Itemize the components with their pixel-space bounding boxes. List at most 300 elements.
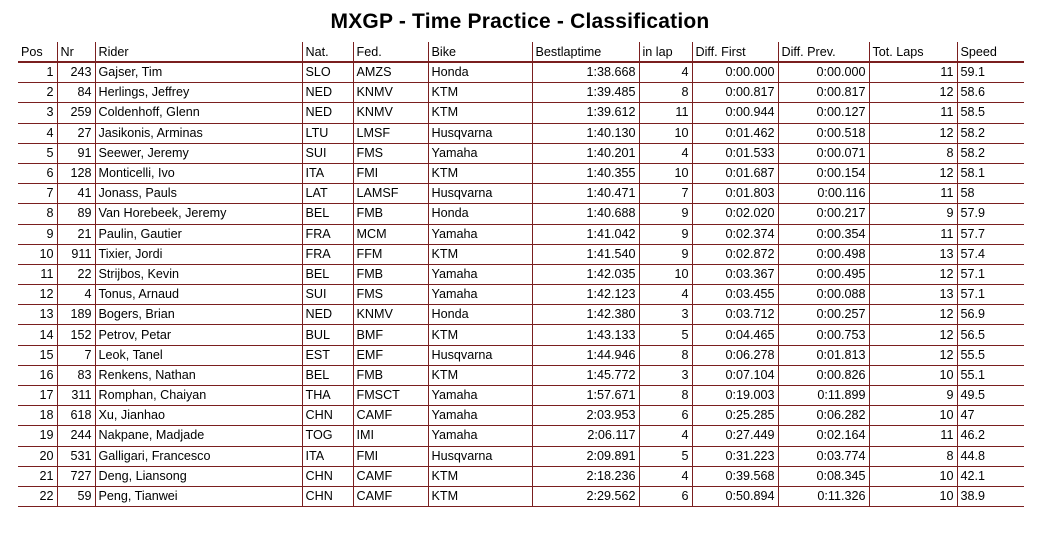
cell-nr: 59	[57, 486, 95, 506]
cell-diff-prev: 0:00.217	[778, 204, 869, 224]
table-row	[18, 244, 1024, 264]
header-nr: Nr	[57, 42, 95, 62]
cell-diff-first: 0:03.712	[692, 305, 778, 325]
cell-tot-laps: 12	[869, 163, 957, 183]
cell-fed: FMI	[353, 163, 428, 183]
cell-speed: 56.9	[957, 305, 1024, 325]
cell-bestlaptime: 1:40.130	[532, 123, 639, 143]
cell-nat: BEL	[302, 204, 353, 224]
cell-tot-laps: 9	[869, 204, 957, 224]
table-body	[18, 62, 1024, 507]
cell-nat: NED	[302, 83, 353, 103]
cell-bike: Honda	[428, 204, 532, 224]
cell-diff-prev: 0:06.282	[778, 406, 869, 426]
cell-nr: 128	[57, 163, 95, 183]
cell-bike: KTM	[428, 103, 532, 123]
cell-bike: Yamaha	[428, 426, 532, 446]
cell-bike: Yamaha	[428, 143, 532, 163]
cell-nat: SUI	[302, 143, 353, 163]
cell-diff-first: 0:03.455	[692, 285, 778, 305]
cell-bestlaptime: 1:45.772	[532, 365, 639, 385]
cell-fed: BMF	[353, 325, 428, 345]
table-row	[18, 204, 1024, 224]
cell-nat: ITA	[302, 446, 353, 466]
cell-rider: Renkens, Nathan	[95, 365, 302, 385]
cell-nat: BEL	[302, 264, 353, 284]
cell-pos: 17	[18, 386, 57, 406]
cell-diff-first: 0:02.020	[692, 204, 778, 224]
cell-diff-first: 0:19.003	[692, 386, 778, 406]
cell-nr: 89	[57, 204, 95, 224]
cell-diff-first: 0:00.944	[692, 103, 778, 123]
table-row	[18, 325, 1024, 345]
cell-tot-laps: 12	[869, 325, 957, 345]
cell-pos: 14	[18, 325, 57, 345]
cell-rider: Deng, Liansong	[95, 466, 302, 486]
cell-bike: KTM	[428, 325, 532, 345]
cell-bike: Honda	[428, 62, 532, 83]
table-row	[18, 264, 1024, 284]
cell-diff-first: 0:01.803	[692, 184, 778, 204]
cell-bike: Husqvarna	[428, 123, 532, 143]
cell-rider: Petrov, Petar	[95, 325, 302, 345]
cell-diff-prev: 0:00.817	[778, 83, 869, 103]
cell-rider: Coldenhoff, Glenn	[95, 103, 302, 123]
cell-nat: NED	[302, 103, 353, 123]
cell-bike: KTM	[428, 244, 532, 264]
cell-bestlaptime: 1:43.133	[532, 325, 639, 345]
cell-pos: 9	[18, 224, 57, 244]
cell-diff-prev: 0:00.257	[778, 305, 869, 325]
cell-in-lap: 8	[639, 386, 692, 406]
cell-bestlaptime: 1:44.946	[532, 345, 639, 365]
cell-diff-prev: 0:00.116	[778, 184, 869, 204]
table-row	[18, 62, 1024, 83]
cell-nr: 911	[57, 244, 95, 264]
cell-nr: 618	[57, 406, 95, 426]
cell-diff-prev: 0:00.354	[778, 224, 869, 244]
table-row	[18, 365, 1024, 385]
cell-rider: Monticelli, Ivo	[95, 163, 302, 183]
cell-nr: 152	[57, 325, 95, 345]
table-row	[18, 446, 1024, 466]
cell-nat: THA	[302, 386, 353, 406]
cell-in-lap: 11	[639, 103, 692, 123]
cell-diff-first: 0:01.462	[692, 123, 778, 143]
cell-fed: FMSCT	[353, 386, 428, 406]
cell-rider: Van Horebeek, Jeremy	[95, 204, 302, 224]
cell-in-lap: 6	[639, 406, 692, 426]
cell-speed: 46.2	[957, 426, 1024, 446]
cell-diff-prev: 0:00.495	[778, 264, 869, 284]
cell-speed: 57.4	[957, 244, 1024, 264]
cell-speed: 58.2	[957, 143, 1024, 163]
cell-pos: 1	[18, 62, 57, 83]
table-row	[18, 386, 1024, 406]
cell-speed: 56.5	[957, 325, 1024, 345]
cell-in-lap: 4	[639, 426, 692, 446]
cell-tot-laps: 12	[869, 305, 957, 325]
cell-diff-first: 0:06.278	[692, 345, 778, 365]
cell-nat: NED	[302, 305, 353, 325]
cell-in-lap: 4	[639, 285, 692, 305]
cell-speed: 49.5	[957, 386, 1024, 406]
cell-diff-prev: 0:00.154	[778, 163, 869, 183]
cell-bestlaptime: 1:39.485	[532, 83, 639, 103]
cell-pos: 8	[18, 204, 57, 224]
cell-bestlaptime: 1:42.123	[532, 285, 639, 305]
cell-bestlaptime: 2:29.562	[532, 486, 639, 506]
cell-tot-laps: 11	[869, 62, 957, 83]
cell-nr: 91	[57, 143, 95, 163]
cell-tot-laps: 12	[869, 264, 957, 284]
cell-tot-laps: 10	[869, 365, 957, 385]
cell-in-lap: 6	[639, 486, 692, 506]
cell-speed: 57.1	[957, 285, 1024, 305]
cell-speed: 55.5	[957, 345, 1024, 365]
cell-speed: 47	[957, 406, 1024, 426]
table-row	[18, 305, 1024, 325]
cell-speed: 42.1	[957, 466, 1024, 486]
cell-in-lap: 10	[639, 264, 692, 284]
cell-bike: KTM	[428, 163, 532, 183]
cell-bike: Husqvarna	[428, 345, 532, 365]
cell-bestlaptime: 1:42.380	[532, 305, 639, 325]
table-row	[18, 486, 1024, 506]
cell-fed: AMZS	[353, 62, 428, 83]
cell-bike: Husqvarna	[428, 446, 532, 466]
cell-pos: 2	[18, 83, 57, 103]
cell-in-lap: 4	[639, 466, 692, 486]
cell-diff-prev: 0:11.899	[778, 386, 869, 406]
cell-speed: 58.5	[957, 103, 1024, 123]
cell-diff-first: 0:04.465	[692, 325, 778, 345]
cell-rider: Peng, Tianwei	[95, 486, 302, 506]
cell-fed: EMF	[353, 345, 428, 365]
cell-speed: 57.7	[957, 224, 1024, 244]
cell-nat: CHN	[302, 486, 353, 506]
cell-pos: 4	[18, 123, 57, 143]
cell-diff-prev: 0:01.813	[778, 345, 869, 365]
cell-in-lap: 4	[639, 62, 692, 83]
cell-nr: 21	[57, 224, 95, 244]
cell-nr: 531	[57, 446, 95, 466]
cell-rider: Romphan, Chaiyan	[95, 386, 302, 406]
cell-pos: 15	[18, 345, 57, 365]
cell-bike: KTM	[428, 466, 532, 486]
cell-diff-prev: 0:11.326	[778, 486, 869, 506]
cell-in-lap: 9	[639, 244, 692, 264]
cell-in-lap: 3	[639, 365, 692, 385]
cell-tot-laps: 11	[869, 103, 957, 123]
page-title: MXGP - Time Practice - Classification	[330, 10, 710, 33]
cell-pos: 13	[18, 305, 57, 325]
cell-tot-laps: 12	[869, 123, 957, 143]
cell-nr: 22	[57, 264, 95, 284]
cell-bestlaptime: 1:40.201	[532, 143, 639, 163]
cell-nr: 27	[57, 123, 95, 143]
header-tot-laps: Tot. Laps	[869, 42, 957, 62]
cell-nat: LAT	[302, 184, 353, 204]
cell-nat: ITA	[302, 163, 353, 183]
cell-fed: KNMV	[353, 103, 428, 123]
cell-bike: Yamaha	[428, 406, 532, 426]
cell-nat: TOG	[302, 426, 353, 446]
cell-diff-prev: 0:00.753	[778, 325, 869, 345]
cell-diff-first: 0:01.533	[692, 143, 778, 163]
cell-fed: FMI	[353, 446, 428, 466]
cell-tot-laps: 11	[869, 184, 957, 204]
cell-fed: KNMV	[353, 83, 428, 103]
cell-tot-laps: 10	[869, 466, 957, 486]
cell-tot-laps: 10	[869, 486, 957, 506]
cell-pos: 21	[18, 466, 57, 486]
table-row	[18, 285, 1024, 305]
table-row	[18, 163, 1024, 183]
table-row	[18, 466, 1024, 486]
cell-bike: Husqvarna	[428, 184, 532, 204]
cell-rider: Herlings, Jeffrey	[95, 83, 302, 103]
table-row	[18, 143, 1024, 163]
cell-rider: Xu, Jianhao	[95, 406, 302, 426]
header-pos: Pos	[18, 42, 57, 62]
table-row	[18, 83, 1024, 103]
cell-diff-prev: 0:00.071	[778, 143, 869, 163]
cell-diff-prev: 0:00.088	[778, 285, 869, 305]
cell-tot-laps: 8	[869, 446, 957, 466]
cell-rider: Jonass, Pauls	[95, 184, 302, 204]
cell-speed: 58.1	[957, 163, 1024, 183]
cell-in-lap: 5	[639, 446, 692, 466]
cell-tot-laps: 9	[869, 386, 957, 406]
cell-diff-first: 0:39.568	[692, 466, 778, 486]
cell-fed: FMB	[353, 365, 428, 385]
cell-rider: Strijbos, Kevin	[95, 264, 302, 284]
cell-bestlaptime: 1:41.042	[532, 224, 639, 244]
cell-fed: KNMV	[353, 305, 428, 325]
cell-nat: BUL	[302, 325, 353, 345]
cell-pos: 3	[18, 103, 57, 123]
cell-bestlaptime: 1:40.355	[532, 163, 639, 183]
cell-diff-first: 0:31.223	[692, 446, 778, 466]
cell-nat: SLO	[302, 62, 353, 83]
cell-diff-first: 0:02.374	[692, 224, 778, 244]
cell-bike: Yamaha	[428, 386, 532, 406]
cell-in-lap: 9	[639, 224, 692, 244]
cell-diff-first: 0:50.894	[692, 486, 778, 506]
table-row	[18, 123, 1024, 143]
header-in-lap: in lap	[639, 42, 692, 62]
cell-diff-first: 0:00.000	[692, 62, 778, 83]
cell-bike: KTM	[428, 486, 532, 506]
header-diff-first: Diff. First	[692, 42, 778, 62]
cell-pos: 19	[18, 426, 57, 446]
table-row	[18, 103, 1024, 123]
cell-pos: 20	[18, 446, 57, 466]
cell-bike: Yamaha	[428, 264, 532, 284]
cell-bike: KTM	[428, 83, 532, 103]
cell-nat: FRA	[302, 224, 353, 244]
cell-nr: 259	[57, 103, 95, 123]
cell-fed: FMS	[353, 285, 428, 305]
cell-pos: 5	[18, 143, 57, 163]
cell-rider: Jasikonis, Arminas	[95, 123, 302, 143]
cell-rider: Gajser, Tim	[95, 62, 302, 83]
cell-nat: CHN	[302, 406, 353, 426]
cell-nr: 4	[57, 285, 95, 305]
cell-diff-prev: 0:00.498	[778, 244, 869, 264]
header-bike: Bike	[428, 42, 532, 62]
cell-bike: Yamaha	[428, 285, 532, 305]
cell-in-lap: 5	[639, 325, 692, 345]
cell-in-lap: 3	[639, 305, 692, 325]
cell-fed: CAMF	[353, 406, 428, 426]
cell-bestlaptime: 2:06.117	[532, 426, 639, 446]
cell-in-lap: 9	[639, 204, 692, 224]
cell-tot-laps: 13	[869, 244, 957, 264]
cell-nat: LTU	[302, 123, 353, 143]
cell-bestlaptime: 2:09.891	[532, 446, 639, 466]
cell-diff-prev: 0:00.826	[778, 365, 869, 385]
table-row	[18, 224, 1024, 244]
cell-rider: Leok, Tanel	[95, 345, 302, 365]
cell-diff-first: 0:25.285	[692, 406, 778, 426]
classification-table	[18, 42, 1024, 507]
table-header-row	[18, 42, 1024, 62]
cell-speed: 57.1	[957, 264, 1024, 284]
cell-fed: FMB	[353, 264, 428, 284]
cell-pos: 18	[18, 406, 57, 426]
cell-speed: 55.1	[957, 365, 1024, 385]
cell-rider: Bogers, Brian	[95, 305, 302, 325]
table-row	[18, 426, 1024, 446]
cell-rider: Seewer, Jeremy	[95, 143, 302, 163]
cell-fed: IMI	[353, 426, 428, 446]
cell-nr: 41	[57, 184, 95, 204]
cell-diff-first: 0:03.367	[692, 264, 778, 284]
cell-bike: Honda	[428, 305, 532, 325]
header-fed: Fed.	[353, 42, 428, 62]
header-speed: Speed	[957, 42, 1024, 62]
cell-speed: 38.9	[957, 486, 1024, 506]
cell-tot-laps: 11	[869, 224, 957, 244]
cell-pos: 16	[18, 365, 57, 385]
cell-fed: MCM	[353, 224, 428, 244]
cell-nr: 727	[57, 466, 95, 486]
cell-nr: 84	[57, 83, 95, 103]
cell-speed: 58.2	[957, 123, 1024, 143]
cell-nr: 7	[57, 345, 95, 365]
cell-fed: LMSF	[353, 123, 428, 143]
cell-diff-first: 0:01.687	[692, 163, 778, 183]
cell-speed: 44.8	[957, 446, 1024, 466]
cell-diff-first: 0:02.872	[692, 244, 778, 264]
cell-diff-prev: 0:00.518	[778, 123, 869, 143]
cell-bike: KTM	[428, 365, 532, 385]
table-row	[18, 345, 1024, 365]
cell-nat: EST	[302, 345, 353, 365]
cell-speed: 59.1	[957, 62, 1024, 83]
cell-tot-laps: 11	[869, 426, 957, 446]
cell-fed: CAMF	[353, 466, 428, 486]
cell-bestlaptime: 2:18.236	[532, 466, 639, 486]
cell-fed: FFM	[353, 244, 428, 264]
cell-bestlaptime: 1:57.671	[532, 386, 639, 406]
cell-rider: Galligari, Francesco	[95, 446, 302, 466]
cell-pos: 12	[18, 285, 57, 305]
cell-nr: 83	[57, 365, 95, 385]
cell-pos: 7	[18, 184, 57, 204]
header-diff-prev: Diff. Prev.	[778, 42, 869, 62]
cell-fed: FMB	[353, 204, 428, 224]
header-nat: Nat.	[302, 42, 353, 62]
cell-nr: 311	[57, 386, 95, 406]
cell-nat: CHN	[302, 466, 353, 486]
cell-speed: 58	[957, 184, 1024, 204]
cell-in-lap: 10	[639, 163, 692, 183]
cell-bestlaptime: 1:40.471	[532, 184, 639, 204]
cell-tot-laps: 8	[869, 143, 957, 163]
cell-diff-first: 0:00.817	[692, 83, 778, 103]
cell-nr: 244	[57, 426, 95, 446]
cell-nr: 243	[57, 62, 95, 83]
cell-pos: 10	[18, 244, 57, 264]
cell-bestlaptime: 1:38.668	[532, 62, 639, 83]
cell-in-lap: 10	[639, 123, 692, 143]
cell-diff-prev: 0:03.774	[778, 446, 869, 466]
cell-bestlaptime: 2:03.953	[532, 406, 639, 426]
cell-diff-first: 0:07.104	[692, 365, 778, 385]
cell-nat: BEL	[302, 365, 353, 385]
cell-rider: Tonus, Arnaud	[95, 285, 302, 305]
cell-diff-prev: 0:00.127	[778, 103, 869, 123]
header-bestlaptime: Bestlaptime	[532, 42, 639, 62]
cell-rider: Nakpane, Madjade	[95, 426, 302, 446]
cell-bike: Yamaha	[428, 224, 532, 244]
header-rider: Rider	[95, 42, 302, 62]
cell-in-lap: 7	[639, 184, 692, 204]
cell-rider: Tixier, Jordi	[95, 244, 302, 264]
cell-tot-laps: 12	[869, 83, 957, 103]
cell-nat: FRA	[302, 244, 353, 264]
cell-tot-laps: 13	[869, 285, 957, 305]
cell-speed: 58.6	[957, 83, 1024, 103]
cell-rider: Paulin, Gautier	[95, 224, 302, 244]
cell-fed: CAMF	[353, 486, 428, 506]
cell-speed: 57.9	[957, 204, 1024, 224]
cell-in-lap: 8	[639, 83, 692, 103]
cell-in-lap: 8	[639, 345, 692, 365]
cell-tot-laps: 10	[869, 406, 957, 426]
cell-tot-laps: 12	[869, 345, 957, 365]
cell-bestlaptime: 1:41.540	[532, 244, 639, 264]
cell-pos: 6	[18, 163, 57, 183]
cell-fed: FMS	[353, 143, 428, 163]
cell-diff-prev: 0:02.164	[778, 426, 869, 446]
cell-diff-first: 0:27.449	[692, 426, 778, 446]
cell-fed: LAMSF	[353, 184, 428, 204]
cell-bestlaptime: 1:39.612	[532, 103, 639, 123]
cell-pos: 22	[18, 486, 57, 506]
cell-in-lap: 4	[639, 143, 692, 163]
cell-nr: 189	[57, 305, 95, 325]
table-row	[18, 184, 1024, 204]
cell-nat: SUI	[302, 285, 353, 305]
cell-diff-prev: 0:00.000	[778, 62, 869, 83]
cell-diff-prev: 0:08.345	[778, 466, 869, 486]
table-row	[18, 406, 1024, 426]
cell-bestlaptime: 1:40.688	[532, 204, 639, 224]
